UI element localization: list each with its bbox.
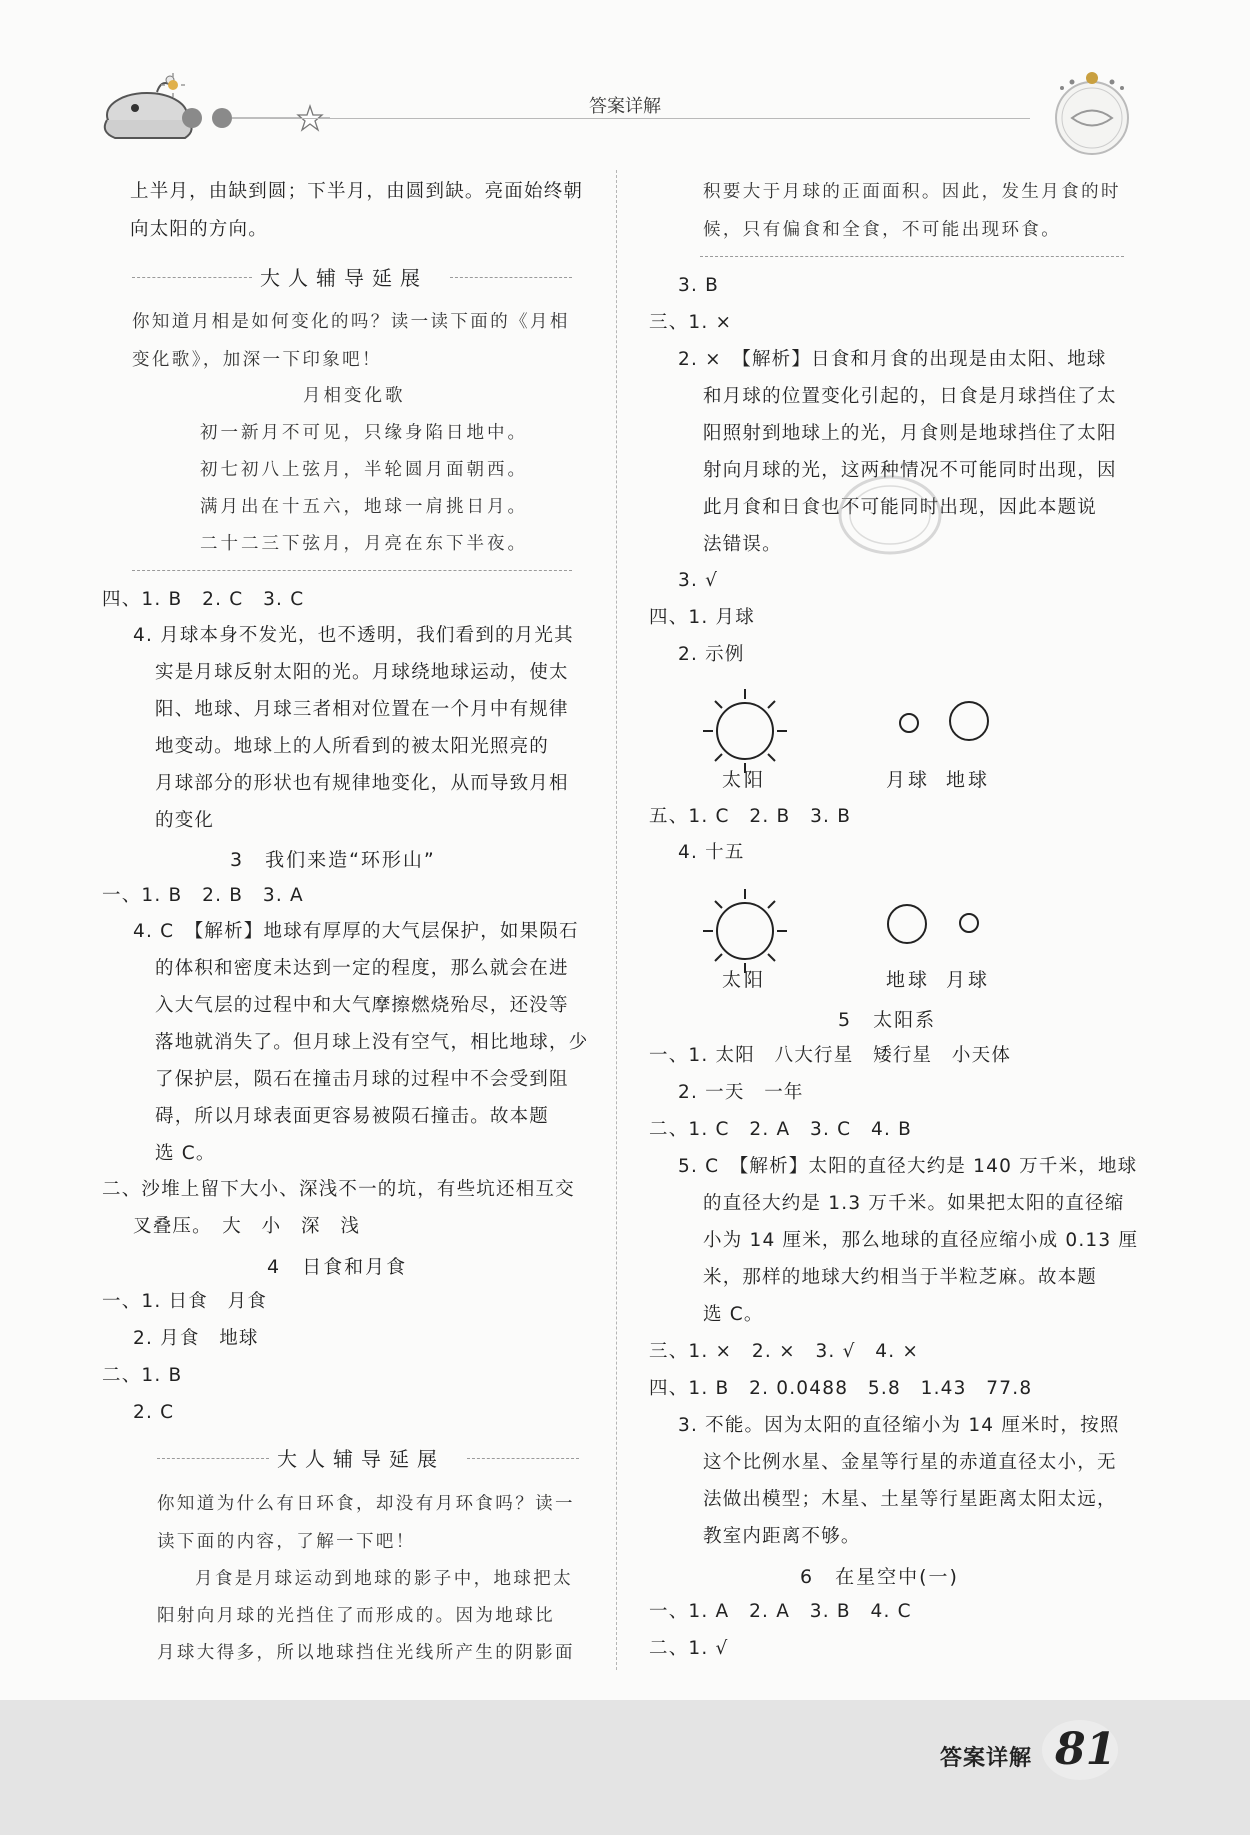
sun-diagram-icon: [700, 886, 790, 976]
answer-line: 选 C。: [703, 1304, 764, 1325]
box-text-line: 月球大得多，所以地球挡住光线所产生的阴影面: [157, 1643, 575, 1663]
answer-line: 2. C: [133, 1402, 175, 1423]
lesson-heading: 6 在星空中(一): [800, 1566, 959, 1588]
box-bottom-rule: [132, 570, 572, 571]
box-text-line: 阳射向月球的光挡住了而形成的。因为地球比: [157, 1606, 555, 1626]
answer-line: 小为 14 厘米，那么地球的直径应缩小成 0.13 厘: [703, 1230, 1139, 1251]
answer-line: 阳、地球、月球三者相对位置在一个月中有规律: [155, 699, 569, 720]
page-number: 81: [1055, 1724, 1117, 1775]
box-bottom-rule: [700, 256, 1124, 257]
answer-line: 碍，所以月球表面更容易被陨石撞击。故本题: [155, 1106, 550, 1127]
answer-line: 教室内距离不够。: [703, 1526, 861, 1547]
column-divider: [616, 170, 617, 1670]
box-text-line: 候，只有偏食和全食，不可能出现环食。: [703, 220, 1062, 240]
answer-line: 2. × 【解析】日食和月食的出现是由太阳、地球: [678, 349, 1107, 370]
answer-line: 一、1. B 2. B 3. A: [102, 885, 304, 906]
poem-line: 初七初八上弦月，半轮圆月面朝西。: [200, 460, 528, 480]
answer-line: 阳照射到地球上的光，月食则是地球挡住了太阳: [703, 423, 1117, 444]
footer-label: 答案详解: [940, 1746, 1033, 1771]
text-line: 上半月，由缺到圆；下半月，由圆到缺。亮面始终朝: [130, 181, 584, 202]
stamp-watermark-icon: [835, 470, 945, 560]
brand-seal-icon: [1042, 68, 1142, 158]
answer-line: 二、沙堆上留下大小、深浅不一的坑，有些坑还相互交: [102, 1179, 575, 1200]
earth-diagram-icon: [886, 903, 928, 945]
answer-line: 2. 一天 一年: [678, 1082, 804, 1103]
box-heading-parent-guide: [132, 262, 572, 292]
answer-line: 此月食和日食也不可能同时出现，因此本题说: [703, 497, 1098, 518]
answer-line: 4. 月球本身不发光，也不透明，我们看到的月光其: [133, 625, 574, 646]
answer-line: 一、1. A 2. A 3. B 4. C: [649, 1601, 912, 1622]
earth-diagram-icon: [948, 700, 990, 742]
answer-line: 2. 示例: [678, 644, 745, 665]
moon-diagram-icon: [897, 711, 921, 735]
answer-line: 4. C 【解析】地球有厚厚的大气层保护，如果陨石: [133, 921, 579, 942]
answer-line: 四、1. B 2. 0.0488 5.8 1.43 77.8: [649, 1378, 1033, 1399]
answer-line: 地变动。地球上的人所看到的被太阳光照亮的: [155, 736, 550, 757]
box-text-line: 读下面的内容，了解一下吧！: [157, 1532, 416, 1552]
answer-line: 的体积和密度未达到一定的程度，那么就会在进: [155, 958, 569, 979]
lesson-heading: 5 太阳系: [838, 1009, 937, 1031]
answer-line: 的变化: [155, 810, 215, 831]
answer-line: 了保护层，陨石在撞击月球的过程中不会受到阻: [155, 1069, 569, 1090]
diagram-label-moon: 月球: [946, 969, 991, 991]
answer-line: 二、1. √: [649, 1638, 729, 1659]
answer-line: 这个比例水星、金星等行星的赤道直径太小，无: [703, 1452, 1117, 1473]
answer-line: 和月球的位置变化引起的，日食是月球挡住了太: [703, 386, 1117, 407]
answer-line: 3. 不能。因为太阳的直径缩小为 14 厘米时，按照: [678, 1415, 1120, 1436]
answer-line: 的直径大约是 1.3 万千米。如果把太阳的直径缩: [703, 1193, 1125, 1214]
answer-line: 3. √: [678, 570, 719, 591]
answer-line: 落地就消失了。但月球上没有空气，相比地球，少: [155, 1032, 589, 1053]
box-text-line: 月食是月球运动到地球的影子中，地球把太: [195, 1569, 574, 1589]
poem-line: 初一新月不可见，只缘身陷日地中。: [200, 423, 528, 443]
poem-title: 月相变化歌: [303, 386, 406, 406]
box-text-line: 变化歌》，加深一下印象吧！: [132, 350, 382, 370]
answer-line: 法做出模型；木星、土星等行星距离太阳太远，: [703, 1489, 1117, 1510]
answer-line: 4. 十五: [678, 842, 745, 863]
sun-icon: [160, 72, 186, 98]
box-text-line: 积要大于月球的正面面积。因此，发生月食的时: [703, 182, 1121, 202]
answer-line: 射向月球的光，这两种情况不可能同时出现，因: [703, 460, 1117, 481]
answer-line: 月球部分的形状也有规律地变化，从而导致月相: [155, 773, 569, 794]
answer-line: 二、1. B: [102, 1365, 183, 1386]
answer-line: 入大气层的过程中和大气摩擦燃烧殆尽，还没等: [155, 995, 569, 1016]
answer-line: 三、1. ×: [649, 312, 733, 333]
diagram-label-earth: 地球: [886, 969, 931, 991]
answer-line: 3. B: [678, 275, 720, 296]
moon-diagram-icon: [957, 911, 981, 935]
diagram-label-sun: 太阳: [722, 969, 767, 991]
box-text-line: 你知道月相是如何变化的吗？读一读下面的《月相: [132, 312, 570, 332]
answer-line: 三、1. × 2. × 3. √ 4. ×: [649, 1341, 920, 1362]
answer-line: 五、1. C 2. B 3. B: [649, 806, 852, 827]
answer-line: 一、1. 太阳 八大行星 矮行星 小天体: [649, 1045, 1012, 1066]
header-rule: [270, 118, 1030, 119]
answer-line: 四、1. 月球: [649, 607, 755, 628]
diagram-label-sun: 太阳: [722, 769, 767, 791]
answer-line: 四、1. B 2. C 3. C: [102, 589, 305, 610]
answer-line: 选 C。: [155, 1143, 216, 1164]
answer-line: 米，那样的地球大约相当于半粒芝麻。故本题: [703, 1267, 1098, 1288]
lesson-heading: 4 日食和月食: [267, 1256, 408, 1278]
box-heading-parent-guide: [157, 1443, 579, 1473]
answer-line: 法错误。: [703, 534, 782, 555]
answer-line: 一、1. 日食 月食: [102, 1291, 268, 1312]
diagram-label-moon: 月球: [886, 769, 931, 791]
poem-line: 满月出在十五六，地球一肩挑日月。: [200, 497, 528, 517]
answer-line: 5. C 【解析】太阳的直径大约是 140 万千米，地球: [678, 1156, 1138, 1177]
header-title: 答案详解: [589, 96, 661, 117]
diagram-label-earth: 地球: [946, 769, 991, 791]
box-title: 大人辅导延展: [260, 266, 428, 290]
answer-line: 实是月球反射太阳的光。月球绕地球运动，使太: [155, 662, 569, 683]
text-line: 向太阳的方向。: [130, 219, 268, 240]
answer-line: 叉叠压。 大 小 深 浅: [133, 1216, 361, 1237]
poem-line: 二十二三下弦月，月亮在东下半夜。: [200, 534, 528, 554]
sun-diagram-icon: [700, 686, 790, 776]
answer-line: 2. 月食 地球: [133, 1328, 259, 1349]
answer-line: 二、1. C 2. A 3. C 4. B: [649, 1119, 913, 1140]
lesson-heading: 3 我们来造“环形山”: [230, 849, 436, 871]
box-title: 大人辅导延展: [277, 1447, 445, 1471]
box-text-line: 你知道为什么有日环食，却没有月环食吗？读一: [157, 1494, 575, 1514]
